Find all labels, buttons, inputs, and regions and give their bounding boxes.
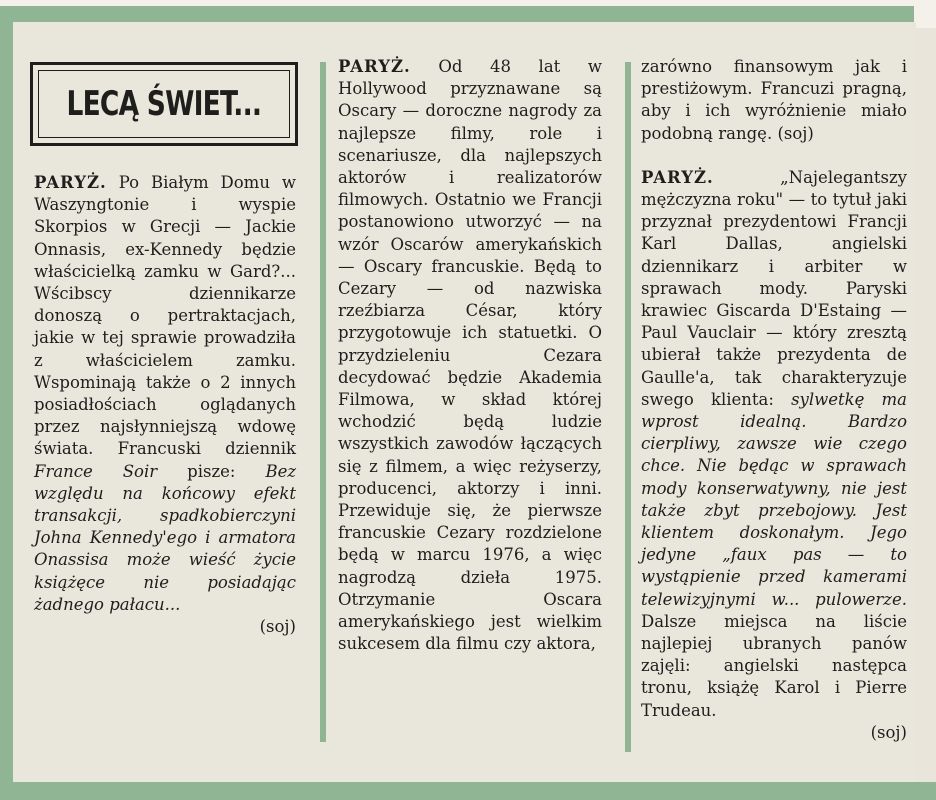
signature: (soj) [870, 722, 907, 742]
article-elegant-body [641, 167, 907, 744]
body-text: zarówno finansowym jak i prestiżowym. Francuzi pragną, aby i ich wyróżnienie miało podobną rangę. [641, 57, 907, 143]
dateline: PARYŻ. [641, 167, 714, 187]
article-jackie [34, 172, 296, 638]
article-cezary [338, 56, 602, 655]
dateline: PARYŻ. [34, 173, 107, 192]
body-text: „Najelegantszy mężczyzna roku" — to tytuł jaki przyznał prezydentowi Francji Karl Dallas, angielski dziennikarz i arbiter w sprawach mody. Paryski krawiec Giscarda D'Estaing — Paul Vauclair — który zresztą ubierał także prezydenta de Gaulle'a, tak charakteryzuje swego klienta: [641, 167, 907, 409]
bottom-border [0, 782, 936, 800]
headline-box [30, 62, 298, 146]
quote-text: sylwetkę ma wprost idealną. Bardzo cierpliwy, zawsze wie czego chce. Nie będąc w sprawach mody konserwatywny, nie jest także zbyt przebojowy. Jest klientem doskonałym. Jego jedyne „faux pas — to wystąpienie przed kamerami telewizyjnymi w... pulowerze. [641, 389, 908, 609]
signature: (soj) [777, 123, 814, 143]
dateline: PARYŻ. [338, 57, 411, 76]
article-elegant [641, 56, 907, 744]
body-text: Dalsze miejsca na liście najlepiej ubranych panów zajęli: angielski następca tronu, książę Karol i Pierre Trudeau. [641, 611, 907, 720]
quote-text: Bez względu na końcowy efekt transakcji, spadkobierczyni Johna Kennedy'ego i armatora Onassisa może wieść życie książęce nie posiadając żadnego pałacu... [34, 461, 297, 614]
column-rule [625, 62, 631, 752]
article-jackie-body [34, 172, 296, 638]
headline: LECĄ ŚWIET... [66, 84, 262, 124]
body-text: Po Białym Domu w Waszyngtonie i wyspie Skorpios w Grecji — Jackie Onnasis, ex-Kennedy będzie właścicielką zamku w Gard?... Wścibscy dziennikarze donoszą o pertraktacjach, jakie w tej sprawie prowadziła z właścicielem zamku. Wspominają także o 2 innych posiadłościach oglądanych przez najsłynniejszą wdowę świata. Francuski dziennik [34, 173, 297, 459]
signature: (soj) [259, 617, 296, 637]
article-cezary-continuation [641, 56, 907, 145]
article-cezary-body [338, 56, 602, 655]
newspaper-name: France Soir [34, 461, 158, 481]
headline-frame [38, 70, 290, 138]
column-rule [320, 62, 326, 742]
left-border [0, 20, 13, 800]
body-text: Od 48 lat w Hollywood przyznawane są Oscary — doroczne nagrody za najlepsze filmy, role i scenariusze, dla najlepszych aktorów i realizatorów filmowych. Ostatnio we Francji postanowiono utworzyć — na wzór Oscarów amerykańskich — Oscary francuskie. Będą to Cezary — od nazwiska rzeźbiarza César, który przygotowuje ich statuetki. O przydzieleniu Cezara decydować będzie Akademia Filmowa, w skład której wchodzić będą ludzie wszystkich zawodów łączących się z filmem, a więc reżyserzy, producenci, aktorzy i inni. Przewiduje się, że pierwsze francuskie Cezary rozdzielone będą w marcu 1976, a więc nagrodzą dzieła 1975. Otrzymanie Oscara amerykańskiego jest wielkim sukcesem dla filmu czy aktora, [338, 57, 602, 654]
body-text: pisze: [187, 461, 236, 481]
